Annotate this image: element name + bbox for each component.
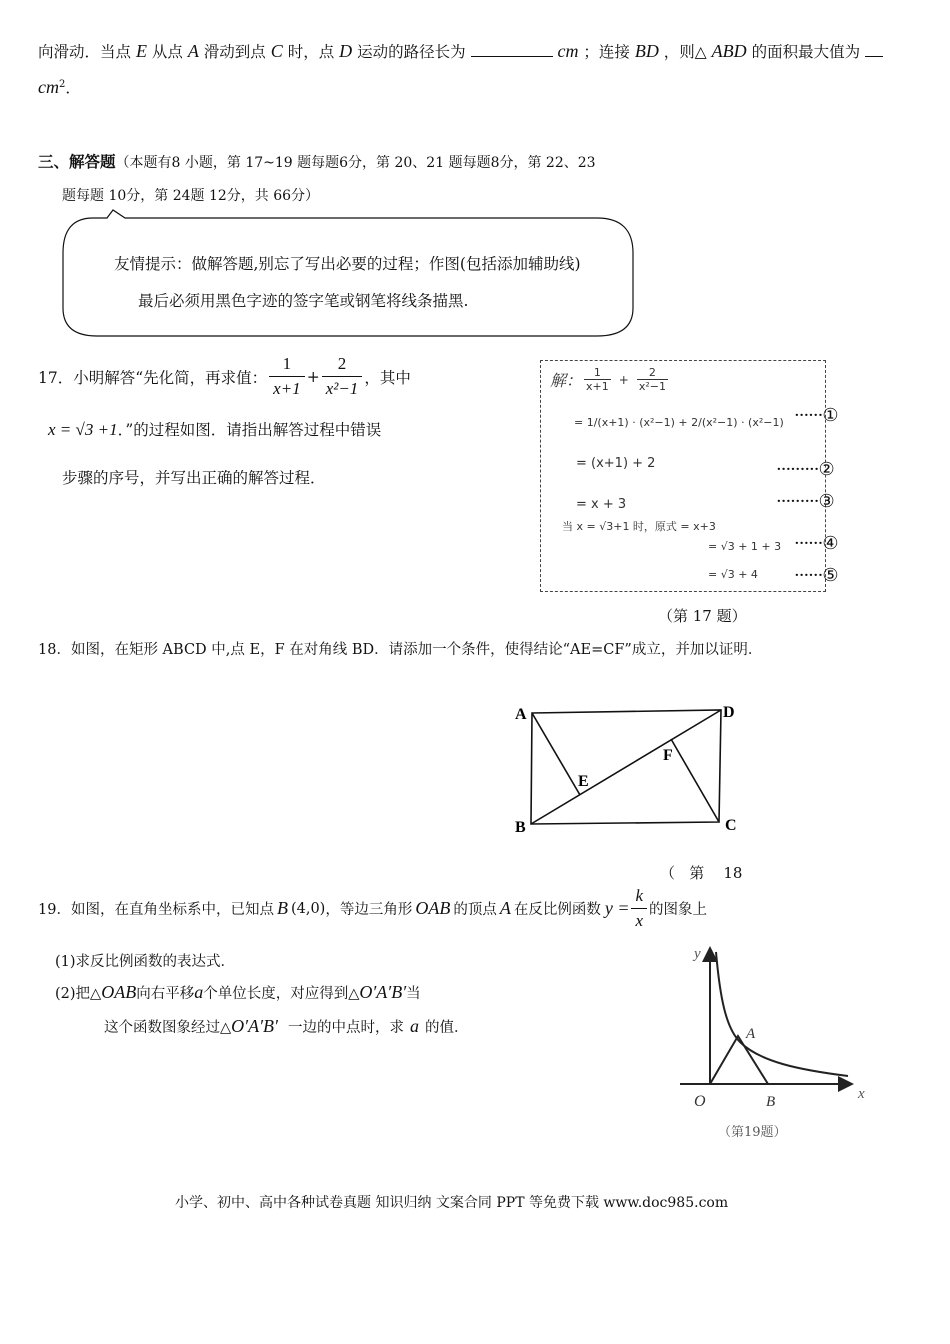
- label-b: B: [515, 819, 526, 836]
- q19-part2-cont: [104, 1016, 468, 1037]
- hyperbola-curve: [716, 952, 848, 1076]
- q17-text: ．”的过程如图．请指出解答过程中错误: [117, 421, 382, 439]
- denominator: x: [631, 908, 647, 931]
- section3-heading-line: [38, 150, 596, 172]
- q17-caption: （第 17 题）: [658, 607, 747, 625]
- step-marker-5: ······⑤: [794, 565, 839, 586]
- section-desc: 题每题 10分，第 24题 12分，共 66分）: [62, 188, 320, 204]
- label-x: x: [858, 1086, 865, 1102]
- var-c: C: [270, 41, 283, 61]
- segment-cf: [671, 739, 719, 822]
- q19-text: 向右平移: [136, 986, 195, 1002]
- hw-fraction: [584, 366, 611, 393]
- answer-blank: [471, 38, 553, 57]
- denominator: x+1: [269, 376, 305, 399]
- label-y: y: [694, 946, 701, 962]
- denominator: x²−1: [322, 376, 363, 399]
- q19-part2: [55, 982, 421, 1003]
- step-marker-2: ·········②: [776, 459, 835, 480]
- triangle-oab: [710, 1036, 768, 1084]
- q19-text: 的图象上: [649, 902, 708, 918]
- marker-label: ⑤: [822, 565, 839, 586]
- q16-text: 向滑动．当点: [38, 43, 132, 61]
- q18-text: 18．如图，在矩形 ABCD 中,点 E，F 在对角线 BD．请添加一个条件，使得结论“AE=CF”成立，并加以证明．: [38, 642, 763, 658]
- q19-text: 19．如图，在直角坐标系中，已知点: [38, 902, 274, 918]
- var-oab: OAB: [101, 982, 137, 1002]
- denominator: x²−1: [638, 380, 666, 393]
- q19-text: 在反比例函数: [513, 902, 601, 918]
- label-b: B: [766, 1094, 776, 1110]
- label-f: F: [663, 747, 673, 764]
- var-a: A: [499, 898, 511, 918]
- plus-sign: +: [618, 372, 629, 387]
- section-desc: （本题有8 小题，第 17~19 题每题6分，第 20、21 题每题8分，第 22、23: [115, 155, 596, 171]
- q19-text: 这个函数图象经过△: [104, 1020, 232, 1036]
- marker-label: ③: [818, 491, 835, 512]
- numerator: 2: [337, 354, 347, 373]
- hw-line1: = 1/(x+1) · (x²−1) + 2/(x²−1) · (x²−1): [574, 416, 784, 429]
- q19-text: 的值．: [424, 1020, 469, 1036]
- numerator: 2: [648, 366, 656, 379]
- step-marker-3: ·········③: [776, 491, 835, 512]
- q19-text: (2)把△: [55, 986, 102, 1002]
- q17-line1: [38, 354, 411, 399]
- q17-text: 步骤的序号，并写出正确的解答过程．: [62, 469, 326, 487]
- var-a: A: [187, 41, 199, 61]
- hw-line3: = x + 3: [576, 497, 627, 512]
- numerator: k: [635, 886, 644, 905]
- q16-line2: [38, 76, 81, 98]
- q19-part1: (1)求反比例函数的表达式．: [55, 954, 236, 970]
- label-o: O: [694, 1093, 706, 1110]
- page-footer: 小学、初中、高中各种试卷真题 知识归纳 文案合同 PPT 等免费下载 www.doc985.com: [175, 1195, 729, 1211]
- step-marker-1: ······①: [794, 405, 839, 426]
- fraction-k-over-x: [631, 886, 647, 931]
- q17-text: ，其中: [364, 368, 411, 387]
- numerator: 1: [282, 354, 292, 373]
- label-a: A: [746, 1026, 756, 1042]
- superscript-2: 2: [59, 78, 66, 90]
- condition: x = √3 +1: [48, 420, 118, 439]
- step-marker-4: ······④: [794, 533, 839, 554]
- q19-text: ，等边三角形: [325, 902, 413, 918]
- tip-line: 友情提示：做解答题,别忘了写出必要的过程；作图(包括添加辅助线): [114, 255, 581, 273]
- fraction: [269, 354, 305, 399]
- q16-line1: [38, 38, 883, 62]
- q18-caption: （ 第 18: [660, 864, 743, 882]
- var-b: B: [276, 898, 288, 918]
- section-heading: 三、解答题: [38, 152, 116, 171]
- q19-caption: （第19题）: [718, 1125, 787, 1140]
- coords: (4,0): [290, 900, 326, 917]
- q16-text: 时，点: [287, 43, 335, 61]
- var-a-shift: a: [194, 982, 204, 1002]
- label-c: C: [725, 817, 737, 834]
- segment-ae: [532, 713, 580, 795]
- hw-line4: 当 x = √3+1 时，原式 = x+3: [562, 520, 716, 533]
- q19-text: 当: [406, 986, 421, 1002]
- marker-label: ①: [822, 405, 839, 426]
- numerator: 1: [593, 366, 601, 379]
- hw-line2: = (x+1) + 2: [576, 456, 656, 471]
- label-e: E: [578, 773, 589, 790]
- var-d: D: [339, 41, 353, 61]
- var-oab-prime: O′A′B′: [231, 1016, 278, 1036]
- label-a: A: [515, 706, 527, 723]
- q16-text: 从点: [151, 43, 183, 61]
- q19-text: 的顶点: [453, 902, 497, 918]
- tip-callout-bubble: [55, 208, 640, 343]
- q19-text: 个单位长度，对应得到△: [203, 986, 360, 1002]
- hw-line5: = √3 + 1 + 3: [708, 540, 782, 553]
- q16-text: ；连接: [583, 43, 630, 61]
- hw-fraction: [637, 366, 668, 393]
- diagonal-bd: [531, 710, 721, 824]
- marker-label: ②: [818, 459, 835, 480]
- unit-cm2: cm: [38, 77, 59, 97]
- q19-coordinate-graph: [680, 938, 880, 1143]
- label-d: D: [723, 704, 735, 721]
- q16-text: 运动的路径长为: [357, 43, 466, 61]
- plus-sign: +: [306, 367, 320, 386]
- q19-text: 一边的中点时，求: [287, 1020, 404, 1036]
- denominator: x+1: [586, 380, 609, 393]
- answer-blank: [865, 38, 883, 57]
- q17-text: 17．小明解答“先化简，再求值：: [38, 368, 268, 387]
- var-a-shift: a: [409, 1016, 419, 1036]
- hw-jie: 解：: [550, 371, 583, 390]
- hw-line0: [550, 366, 670, 393]
- tip-line: 最后必须用黑色字迹的签字笔或钢笔将线条描黑.: [138, 292, 469, 310]
- q16-text: 的面积最大值为: [751, 43, 861, 61]
- var-oab: OAB: [415, 898, 451, 918]
- marker-label: ④: [822, 533, 839, 554]
- unit-cm: cm: [557, 41, 579, 61]
- fraction: [322, 354, 363, 399]
- period: ．: [65, 79, 81, 97]
- var-oab-prime: O′A′B′: [359, 982, 407, 1002]
- q16-text: ，则△: [663, 43, 707, 61]
- hw-line6: = √3 + 4: [708, 568, 758, 581]
- q17-line2: [48, 418, 381, 440]
- q18-rectangle-figure: [505, 700, 745, 840]
- q19-line1: [38, 886, 707, 931]
- var-e: E: [135, 41, 147, 61]
- q16-text: 滑动到点: [203, 43, 266, 61]
- var-bd: BD: [634, 41, 659, 61]
- var-abd: ABD: [711, 41, 747, 61]
- y-equals: y =: [604, 898, 630, 918]
